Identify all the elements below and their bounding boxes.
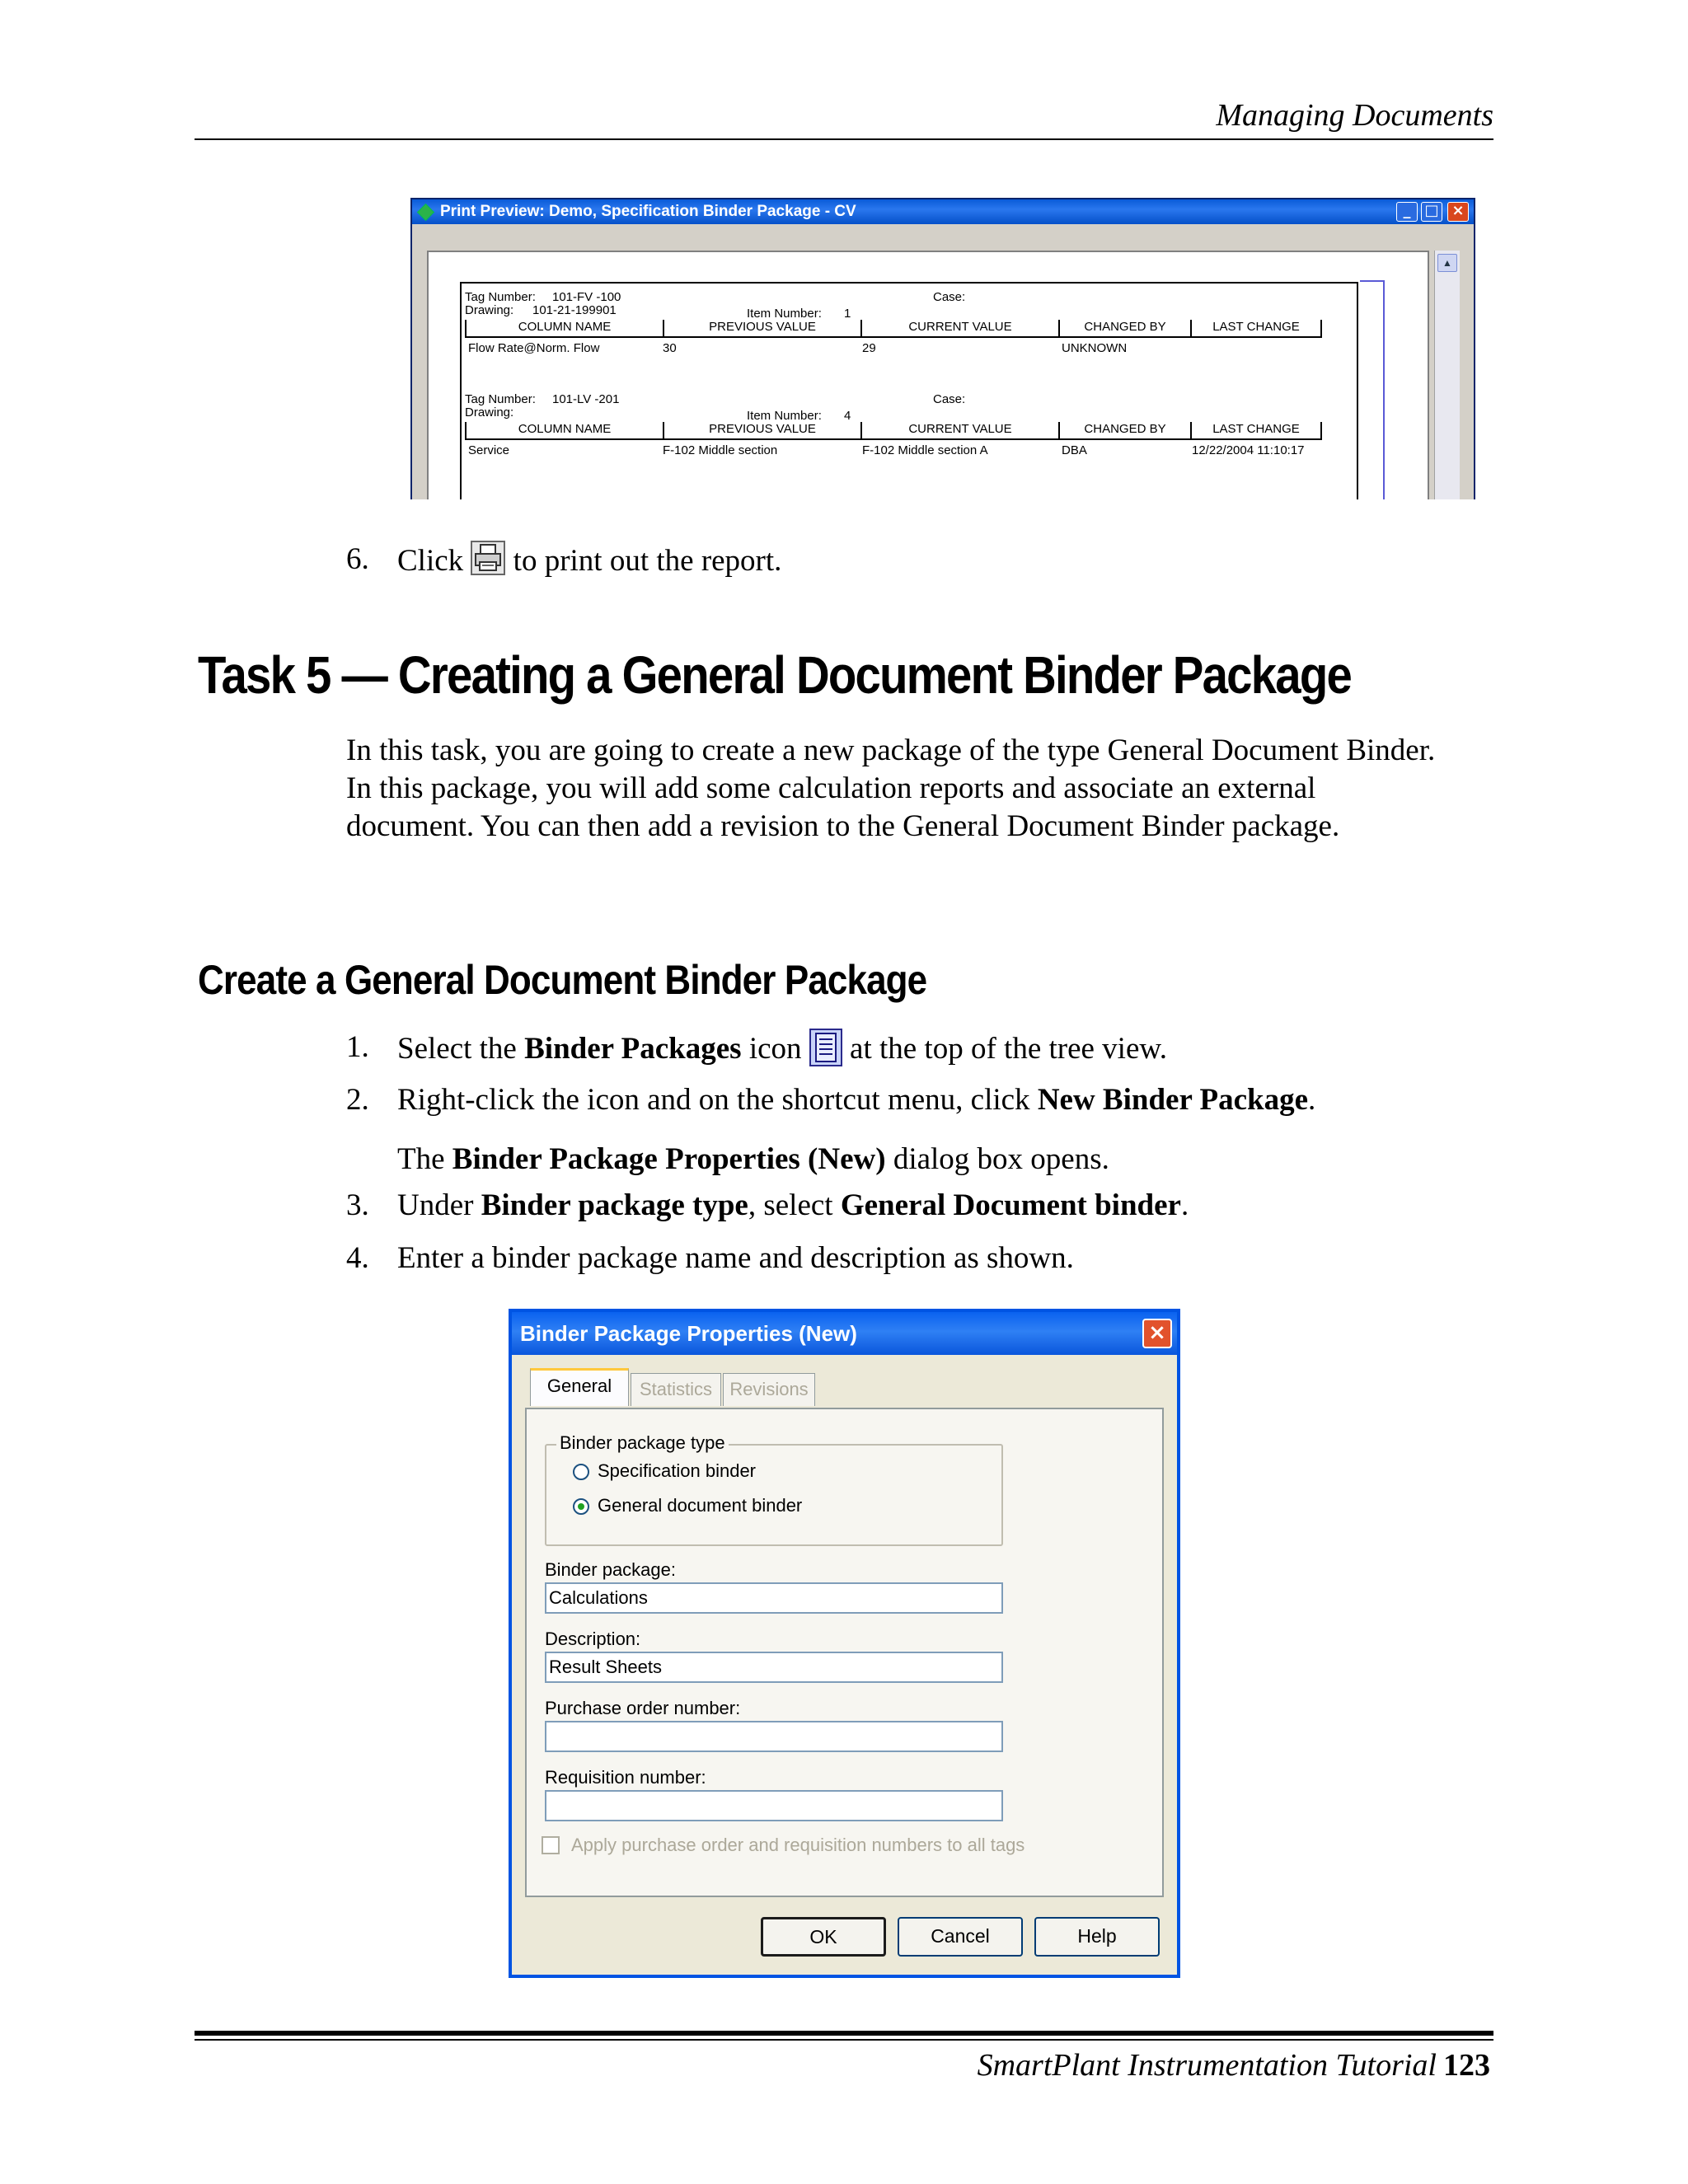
tab-revisions[interactable]: Revisions (723, 1373, 815, 1406)
cell-previous: 30 (663, 341, 677, 355)
running-header: Managing Documents (1216, 98, 1493, 133)
task-heading: Task 5 — Creating a General Document Binder Package (198, 645, 1352, 705)
scroll-up-icon[interactable]: ▲ (1437, 254, 1457, 272)
cancel-button[interactable]: Cancel (898, 1917, 1023, 1957)
step-number: 3. (346, 1188, 369, 1222)
column-header: CURRENT VALUE (860, 422, 1058, 440)
step-text: . (1180, 1188, 1189, 1222)
cell-current: 29 (862, 341, 876, 355)
step-text: at the top of the tree view. (850, 1032, 1167, 1066)
description-label: Description: (545, 1629, 641, 1649)
print-preview-titlebar (412, 199, 1474, 224)
step-number: 1. (346, 1030, 369, 1064)
step-text: Select the (397, 1032, 525, 1066)
step-bold: New Binder Package (1037, 1083, 1308, 1117)
cell-changed-by: DBA (1062, 443, 1087, 457)
column-header: LAST CHANGE (1190, 320, 1322, 338)
step-text: Under (397, 1188, 481, 1222)
case-label: Case: (933, 290, 966, 304)
step-bold: Binder Packages (524, 1032, 742, 1066)
dialog-titlebar (512, 1312, 1177, 1355)
column-header: COLUMN NAME (465, 320, 663, 338)
column-header: PREVIOUS VALUE (663, 422, 860, 440)
item-value: 4 (844, 409, 851, 423)
item-label: Item Number: (747, 409, 822, 423)
intro-paragraph: In this task, you are going to create a new package of the type General Document Binder. In this package, you will add some calculation reports and associate an external document. You can then add a revision to the General Document Binder package. (346, 733, 1436, 843)
drawing-value: 101-21-199901 (532, 303, 617, 317)
drawing-label: Drawing: (465, 303, 514, 317)
step-number: 4. (346, 1241, 369, 1275)
print-preview-window (410, 198, 1475, 499)
step-1 (397, 1029, 1167, 1068)
column-header: CHANGED BY (1058, 422, 1190, 440)
step-text: . (1308, 1083, 1316, 1117)
purchase-order-label: Purchase order number: (545, 1698, 741, 1718)
cell-column-name: Flow Rate@Norm. Flow (468, 341, 600, 355)
drawing-label: Drawing: (465, 405, 514, 419)
footer (978, 2047, 1490, 2083)
radio-specification-binder[interactable] (573, 1464, 589, 1480)
step-bold: General Document binder (840, 1188, 1181, 1222)
step-2 (397, 1081, 1315, 1119)
header-rule (195, 138, 1493, 140)
step-text: Right-click the icon and on the shortcut menu, click (397, 1083, 1038, 1117)
description-input[interactable]: Result Sheets (545, 1652, 1003, 1683)
report-page (460, 282, 1358, 499)
requisition-label: Requisition number: (545, 1767, 706, 1788)
cell-current: F-102 Middle section A (862, 443, 988, 457)
close-icon[interactable]: × (1142, 1319, 1172, 1348)
tab-general[interactable]: General (530, 1368, 629, 1406)
step-text: , select (748, 1188, 841, 1222)
step-text: icon (741, 1032, 802, 1066)
purchase-order-input[interactable] (545, 1721, 1003, 1752)
item-value: 1 (844, 307, 851, 321)
step-6 (397, 541, 781, 580)
print-preview-title: Print Preview: Demo, Specification Binder Package - CV (440, 203, 856, 220)
step-number: 2. (346, 1083, 369, 1117)
minimize-icon[interactable]: _ (1396, 202, 1418, 222)
step-note (397, 1141, 1109, 1179)
binder-package-label: Binder package: (545, 1559, 676, 1580)
column-header: CHANGED BY (1058, 320, 1190, 338)
maximize-icon[interactable]: □ (1421, 202, 1442, 222)
radio-label: General document binder (598, 1495, 803, 1516)
binder-packages-icon (809, 1029, 842, 1066)
step-bold: Binder Package Properties (New) (452, 1142, 886, 1176)
group-label: Binder package type (556, 1432, 729, 1454)
step-3 (397, 1187, 1189, 1225)
step-text: Click (397, 544, 464, 578)
radio-general-document-binder[interactable] (573, 1498, 589, 1515)
tag-value: 101-FV -100 (552, 290, 621, 304)
footer-rule (195, 2039, 1493, 2041)
column-header: COLUMN NAME (465, 422, 663, 440)
apply-numbers-checkbox[interactable] (542, 1836, 560, 1854)
footer-doc-title: SmartPlant Instrumentation Tutorial (977, 2048, 1437, 2083)
page-shadow (1360, 280, 1385, 499)
step-text: The (397, 1142, 452, 1176)
column-header: CURRENT VALUE (860, 320, 1058, 338)
checkbox-label: Apply purchase order and requisition numbers to all tags (571, 1835, 1025, 1855)
tag-label: Tag Number: (465, 290, 536, 304)
tag-label: Tag Number: (465, 392, 536, 406)
radio-label: Specification binder (598, 1460, 757, 1481)
cell-last-change: 12/22/2004 11:10:17 (1192, 443, 1305, 457)
subheading: Create a General Document Binder Package (198, 957, 927, 1003)
step-text: to print out the report. (513, 544, 782, 578)
cell-column-name: Service (468, 443, 510, 457)
step-text: dialog box opens. (885, 1142, 1109, 1176)
dialog-title: Binder Package Properties (New) (520, 1321, 857, 1346)
help-button[interactable]: Help (1034, 1917, 1160, 1957)
tab-statistics[interactable]: Statistics (631, 1373, 721, 1406)
tag-value: 101-LV -201 (552, 392, 620, 406)
step-bold: Binder package type (481, 1188, 748, 1222)
vertical-scrollbar[interactable] (1434, 251, 1460, 499)
close-icon[interactable]: × (1447, 202, 1469, 222)
ok-button[interactable]: OK (761, 1917, 886, 1957)
binder-package-properties-dialog (509, 1309, 1180, 1978)
column-header: PREVIOUS VALUE (663, 320, 860, 338)
step-4: Enter a binder package name and description as shown. (397, 1241, 1074, 1275)
footer-rule (195, 2031, 1493, 2036)
column-header: LAST CHANGE (1190, 422, 1322, 440)
item-label: Item Number: (747, 307, 822, 321)
binder-package-input[interactable]: Calculations (545, 1582, 1003, 1614)
cell-changed-by: UNKNOWN (1062, 341, 1128, 355)
requisition-input[interactable] (545, 1790, 1003, 1821)
page-number: 123 (1443, 2048, 1490, 2083)
step-number: 6. (346, 542, 369, 576)
printer-icon (471, 541, 505, 575)
app-icon (417, 204, 434, 221)
cell-previous: F-102 Middle section (663, 443, 778, 457)
case-label: Case: (933, 392, 966, 406)
